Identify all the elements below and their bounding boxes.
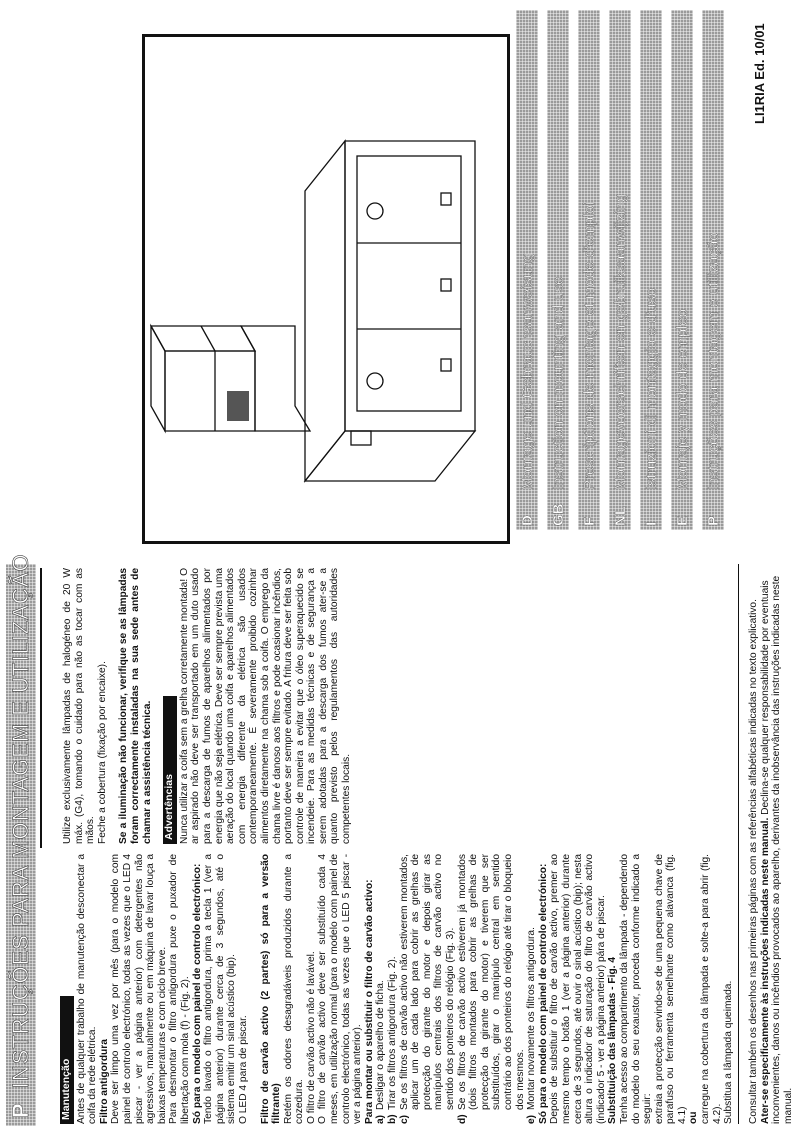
paragraph: O filtro de carvão activo não é lavável. (305, 951, 317, 1124)
paragraph: carregue na cobertura da lâmpada e solte-a para abrir (fig. 4.2). (700, 854, 723, 1124)
subheading-carbon-filter: Filtro de carvão activo (2 partes) só para a versão filtrante) (259, 854, 283, 1124)
footer-divider (738, 564, 739, 1124)
paragraph: Retém os odores desagradáveis produzidos durante a cozedura. (282, 854, 306, 1124)
paragraph: O LED 4 para de piscar. (237, 1015, 249, 1124)
paragraph: Nunca utilizar a coifa sem a grelha corretamente montada! O ar aspirado não deve ser transportado em um duto usado para a descarga de fumos de aparelhos alimentados por energia que não seja elétrica. Deve ser sempre prevista uma aeração do local quando uma coifa e aparelhos alimentados com energia diferente da elétrica são usados contemporaneamente. É severamente proibido cozinhar alimentos diretamente na chama sob a coifa. O emprego da chama livre é danoso aos filtros e pode ocasionar incêndios, portanto deve ser sempre evitado. A fritura deve ser feita sob controle de maneira a evitar que o óleo superaquecido se incendeie. Para as medidas técnicas e de segurança a serem adotadas para a descarga dos fumos ater-se a quanto previsto pelos regulamentos das autoridades competentes locais. (178, 568, 353, 844)
paragraph: Substitua a lâmpada queimada. (723, 980, 735, 1124)
paragraph: Utilize exclusivamente lâmpadas de halogéneo de 20 W máx. (G4), tomando o cuidado para não as tocar com as mãos. (62, 568, 97, 844)
paragraph: O filtro de carvão activo deve ser substituído cada 4 meses, em utilização normal (para o modelo com painel de controlo electrónico, todas as vezes que o LED 5 piscar - ver a página anterior). (317, 854, 364, 1124)
language-bar-nl: NL Montagevoorschriften en gebruiksaanwijzing (609, 10, 631, 530)
edition-label: LI1RIA Ed. 10/01 (752, 23, 767, 124)
subheading-filter: Filtro antigordura (98, 1039, 110, 1124)
list-item: d) Se os filtros de carvão activo estiverem já montados (dois filtros montados para cobrir as grelhas de protecção da girante do motor) e tiverem que ser substituídos, girar o manípulo central em sentido contrário ao dos ponteiros do relógio até tirar o bloqueio dos mesmos. (456, 854, 526, 1124)
range-hood-illustration (145, 37, 507, 541)
header-title: INSTRUÇÕES PARA MONTAGEM E UTILIZAÇÃO (8, 553, 33, 1089)
paragraph: Feche a cobertura (fixação por encaixe). (96, 661, 108, 844)
language-bar-es: E Montaje y modo de empleo (671, 10, 693, 530)
language-bar-pt: P Instruções para montagem e utilização (702, 10, 724, 530)
paragraph: Depois de substituir o filtro de carvão activo, premer ao mesmo tempo o botão 1 (ver a página anterior) durante cerca de 3 segundos, até ouvir o sinal acústico (bip); nesta altura o indicador de saturação do filtro de carvão activo (indicador 5 - ver a página anterior) pára de piscar. (549, 854, 607, 1124)
paragraph: Tendo lavado o filtro antigordura, prima a tecla 1 (ver a página anterior) durante cerca de 3 segundos, até o sistema emitir um sinal acústico (bip). (203, 854, 238, 1124)
paragraph: Tenha acesso ao compartimento da lâmpada - dependendo do modelo do seu exaustor, proceda conforme indicado a seguir: (618, 854, 654, 1124)
header-bar (6, 553, 36, 1126)
list-item: e) Montar novamente os filtros antigordura. (526, 927, 538, 1124)
subheading-mount: Para montar ou substituir o filtro de carvão activo: (363, 879, 375, 1124)
maintenance-column (60, 854, 735, 1124)
list-item: b) Tirar os filtros antigordura (Fig. 2). (387, 956, 399, 1124)
paragraph: Antes de qualquer trabalho de manutenção desconectar a coifa da rede elétrica. (75, 854, 99, 1124)
list-item: a) Desligar o aparelho de ficha. (375, 980, 387, 1124)
language-list (516, 10, 733, 530)
language-bar-it: I Istruzioni di montaggio e d'uso (640, 10, 662, 530)
header-lang-code: P (8, 1102, 33, 1118)
header-divider (40, 568, 42, 848)
section-heading-warnings: Advertências (163, 696, 177, 844)
section-heading-maintenance: Manutenção (60, 996, 74, 1124)
subheading-electronic-2: Só para o modelo com painel de controlo electrónico: (537, 863, 549, 1124)
paragraph: Para desmontar o filtro antigordura puxe o puxador de libertação com mola (f) - (Fig. 2). (168, 854, 191, 1124)
language-bar-de: D Montage und Gebrauchsanweisung (516, 10, 538, 530)
paragraph: extraia a protecção servindo-se de uma pequena chave de parafuso ou ferramenta semelhante como alavanca (fig. 4.1) (653, 854, 688, 1124)
footer-line: Ater-se especificamente às instruções indicadas neste manual. Declina-se qualquer responsabilidade por eventuais inconvenientes, danos ou incêndios provocados ao aparelho, derivantes da inobservância das instruções indicadas neste manual. (759, 575, 794, 1124)
figure-frame (142, 34, 510, 544)
subheading-electronic: Só para o modelo com painel de controlo electrónico: (191, 863, 203, 1124)
language-bar-fr: F Prescriptions de montage et mode d'emploi (578, 10, 600, 530)
list-item: c) Se os filtros de carvão activo não estiverem montados, aplicar um de cada lado para cobrir as grelhas de protecção do girante do motor e depois girar as manípulos centrais dos filtros de carvão activo no sentido dos ponteiros do relógio (Fig. 3). (398, 854, 456, 1124)
footer-note (748, 564, 794, 1124)
paragraph-or: ou (688, 1111, 700, 1124)
paragraph-lighting-check: Se a iluminação não funcionar, verifique se as lâmpadas foram correctamente instaladas na sua sede antes de chamar a assistência técnica. (118, 568, 153, 844)
subheading-lamps: Substituição das lâmpadas - Fig. 4 (607, 957, 619, 1124)
lamps-warnings-column (62, 568, 353, 844)
footer-line: Consultar também os desenhos nas primeiras páginas com as referências alfabéticas indicadas no texto explicativo. (748, 599, 759, 1124)
paragraph: Deve ser limpo uma vez por mês (para o modelo com painel de controlo electrónico, todas as vezes que o LED 4 piscar - ver a página anterior) com detergentes não agressivos, manualmente ou em máquina de lavar louça a baixas temperaturas e com ciclo breve. (110, 854, 168, 1124)
language-bar-gb: GB Instruction on mounting and use (547, 10, 569, 530)
